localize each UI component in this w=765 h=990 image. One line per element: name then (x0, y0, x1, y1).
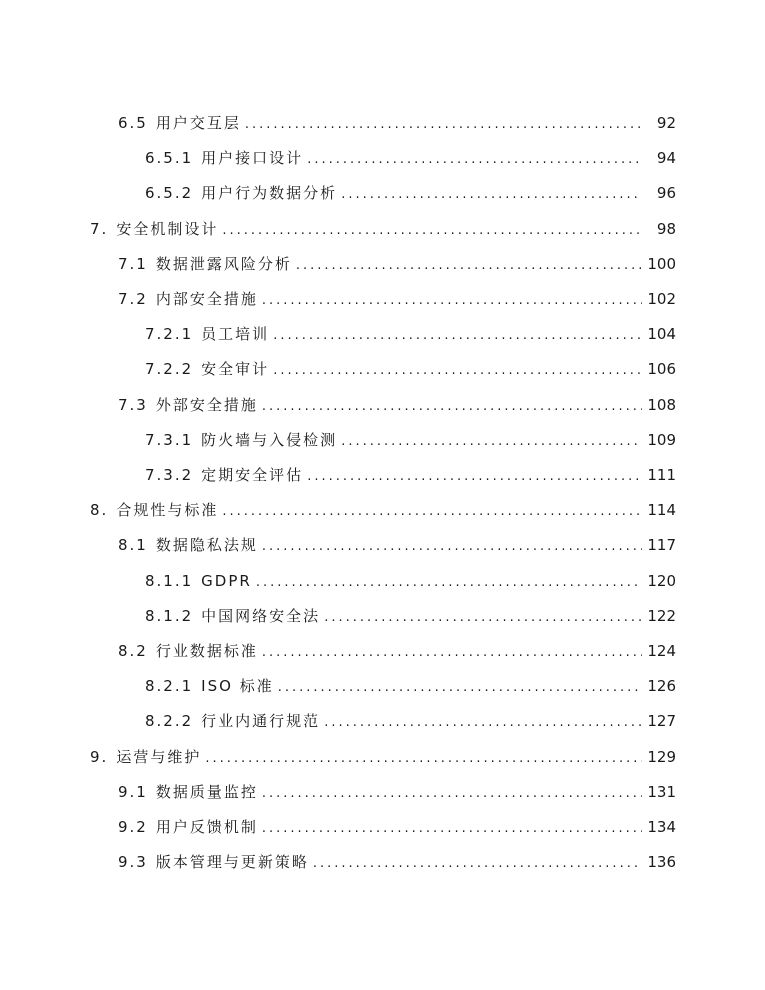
toc-dot-leader (307, 464, 642, 490)
toc-entry-number: 7.3.2 (145, 466, 194, 484)
toc-entry-page-number: 126 (647, 677, 676, 696)
toc-entry[interactable] (118, 110, 676, 136)
toc-entry[interactable] (145, 462, 676, 488)
toc-entry-number: 8.2.1 (145, 677, 194, 696)
toc-entry-page-number: 127 (647, 712, 676, 731)
toc-entry-number: 6.5 (118, 114, 148, 132)
toc-entry-title: 数据质量监控 (155, 782, 258, 801)
toc-entry-title: 数据隐私法规 (155, 536, 258, 555)
toc-entry[interactable] (118, 286, 676, 312)
toc-dot-leader (262, 816, 642, 842)
toc-entry-number: 7.3 (118, 395, 148, 414)
toc-dot-leader (256, 570, 642, 596)
toc-entry-number: 7.2.1 (145, 325, 194, 344)
toc-entry-title: 员工培训 (201, 325, 270, 344)
toc-entry-number: 7. (90, 219, 109, 238)
toc-entry-number: 8.1.2 (145, 606, 194, 625)
toc-entry[interactable] (90, 497, 676, 523)
toc-entry[interactable] (145, 427, 676, 453)
toc-entry-page-number: 122 (647, 606, 676, 625)
toc-entry-title: 行业数据标准 (155, 642, 258, 660)
toc-entry-page-number: 124 (647, 642, 676, 660)
toc-dot-leader (205, 746, 642, 772)
toc-dot-leader (324, 710, 642, 736)
toc-dot-leader (324, 605, 642, 631)
toc-entry-title: 中国网络安全法 (201, 606, 321, 625)
toc-dot-leader (262, 640, 642, 666)
toc-entry-page-number: 120 (647, 571, 676, 590)
toc-entry-title: 安全审计 (201, 360, 270, 379)
toc-dot-leader (262, 288, 642, 314)
toc-entry-number: 6.5.2 (145, 184, 194, 203)
toc-dot-leader (341, 182, 642, 208)
toc-entry-title: ISO 标准 (201, 677, 274, 696)
toc-entry-title: 合规性与标准 (116, 501, 219, 520)
toc-entry[interactable] (145, 603, 676, 629)
toc-entry-number: 8. (90, 501, 109, 520)
toc-dot-leader (278, 675, 642, 701)
toc-entry[interactable] (145, 568, 676, 594)
toc-entry-title: 定期安全评估 (201, 466, 304, 484)
toc-dot-leader (222, 499, 642, 525)
toc-entry-number: 9. (90, 747, 109, 766)
toc-entry[interactable] (118, 849, 676, 875)
toc-dot-leader (273, 323, 642, 349)
toc-entry-title: 内部安全措施 (155, 290, 258, 308)
toc-dot-leader (262, 534, 642, 560)
toc-entry-title: 版本管理与更新策略 (155, 853, 309, 872)
toc-entry[interactable] (118, 814, 676, 840)
toc-entry[interactable] (145, 180, 676, 206)
toc-entry-title: 行业内通行规范 (201, 712, 321, 731)
toc-entry[interactable] (145, 321, 676, 347)
toc-entry-title: 用户接口设计 (201, 149, 304, 168)
toc-entry-page-number: 98 (656, 219, 676, 238)
toc-entry[interactable] (145, 145, 676, 171)
toc-entry-title: 防火墙与入侵检测 (201, 430, 338, 449)
toc-dot-leader (341, 429, 642, 455)
toc-entry[interactable] (118, 392, 676, 418)
toc-entry[interactable] (145, 356, 676, 382)
toc-entry-page-number: 136 (647, 853, 676, 872)
toc-entry-number: 8.1 (118, 536, 148, 555)
toc-entry-title: 用户行为数据分析 (201, 184, 338, 203)
toc-entry-page-number: 92 (656, 114, 676, 132)
toc-entry-number: 9.3 (118, 853, 148, 872)
toc-entry-page-number: 94 (656, 149, 676, 168)
toc-entry[interactable] (145, 708, 676, 734)
toc-dot-leader (262, 781, 642, 807)
toc-dot-leader (262, 394, 642, 420)
toc-entry-page-number: 100 (647, 254, 676, 273)
toc-entry-number: 7.2 (118, 290, 148, 308)
toc-entry-number: 7.2.2 (145, 360, 194, 379)
toc-entry[interactable] (118, 779, 676, 805)
toc-entry-page-number: 102 (647, 290, 676, 308)
toc-entry-number: 8.1.1 (145, 571, 194, 590)
toc-entry-page-number: 117 (647, 536, 676, 555)
toc-entry-page-number: 134 (647, 818, 676, 836)
toc-entry-number: 9.2 (118, 818, 148, 836)
toc-entry-page-number: 104 (647, 325, 676, 344)
toc-entry-title: 用户交互层 (155, 114, 241, 132)
toc-entry-title: 外部安全措施 (155, 395, 258, 414)
toc-entry-title: GDPR (201, 571, 252, 590)
toc-entry-page-number: 129 (647, 747, 676, 766)
toc-entry-number: 8.2.2 (145, 712, 194, 731)
toc-entry-number: 9.1 (118, 782, 148, 801)
toc-entry-title: 安全机制设计 (116, 219, 219, 238)
toc-dot-leader (273, 358, 642, 384)
toc-entry[interactable] (118, 251, 676, 277)
toc-entry-number: 8.2 (118, 642, 148, 660)
toc-entry-page-number: 109 (647, 430, 676, 449)
toc-entry-number: 6.5.1 (145, 149, 194, 168)
toc-entry-page-number: 131 (647, 782, 676, 801)
toc-dot-leader (296, 253, 642, 279)
toc-entry[interactable] (90, 744, 676, 770)
toc-entry-title: 运营与维护 (116, 747, 202, 766)
toc-entry[interactable] (118, 638, 676, 664)
toc-entry[interactable] (145, 673, 676, 699)
toc-entry[interactable] (90, 216, 676, 242)
toc-entry-page-number: 111 (647, 466, 676, 484)
toc-dot-leader (222, 218, 642, 244)
toc-entry-title: 数据泄露风险分析 (155, 254, 292, 273)
toc-dot-leader (245, 112, 642, 138)
toc-entry[interactable] (118, 532, 676, 558)
toc-entry-page-number: 96 (656, 184, 676, 203)
toc-entry-page-number: 106 (647, 360, 676, 379)
toc-entry-number: 7.1 (118, 254, 148, 273)
toc-dot-leader (313, 851, 642, 877)
toc-dot-leader (307, 147, 642, 173)
toc-entry-number: 7.3.1 (145, 430, 194, 449)
toc-entry-page-number: 108 (647, 395, 676, 414)
toc-entry-title: 用户反馈机制 (155, 818, 258, 836)
toc-entry-page-number: 114 (647, 501, 676, 520)
